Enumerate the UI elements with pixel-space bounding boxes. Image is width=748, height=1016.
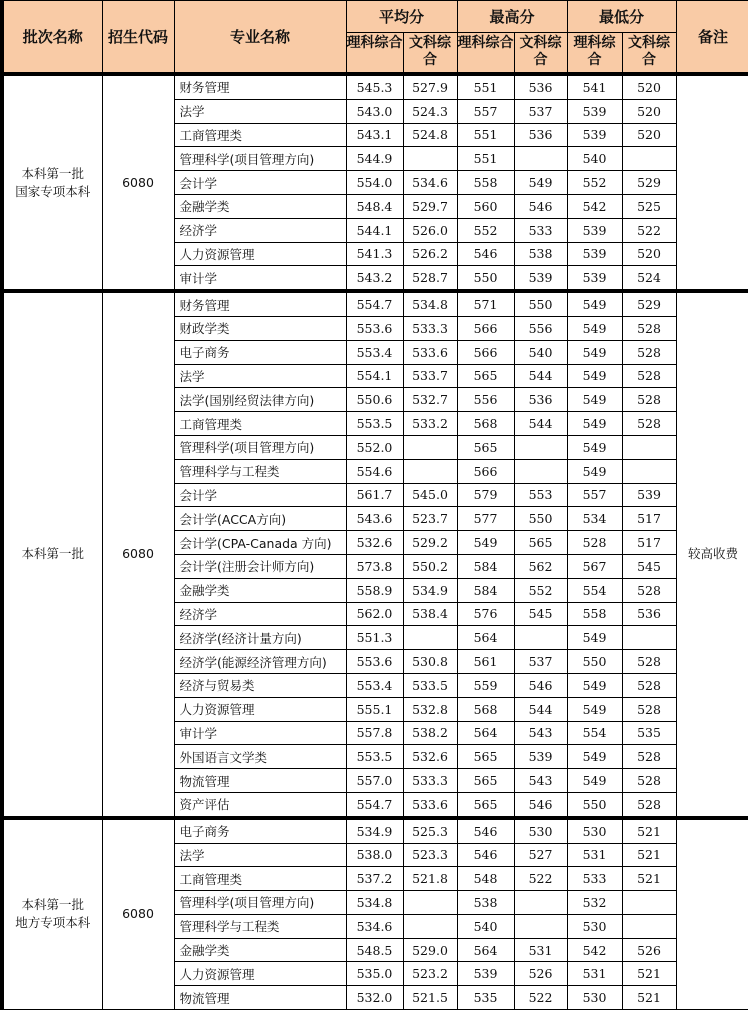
cell-avg-sci: 553.6 xyxy=(346,650,403,674)
cell-max-sci: 565 xyxy=(457,745,514,769)
cell-min-sci: 554 xyxy=(567,578,622,602)
cell-max-arts xyxy=(514,459,567,483)
cell-avg-arts xyxy=(403,147,457,171)
cell-min-sci: 530 xyxy=(567,986,622,1010)
group-code: 6080 xyxy=(102,818,174,1010)
cell-min-sci: 534 xyxy=(567,507,622,531)
cell-max-sci: 565 xyxy=(457,364,514,388)
cell-avg-sci: 543.0 xyxy=(346,99,403,123)
table-row xyxy=(2,818,748,843)
cell-min-arts: 522 xyxy=(622,218,676,242)
cell-min-sci: 557 xyxy=(567,483,622,507)
cell-max-sci: 548 xyxy=(457,867,514,891)
cell-avg-arts: 523.7 xyxy=(403,507,457,531)
group-code: 6080 xyxy=(102,74,174,291)
group-batch: 本科第一批 国家专项本科 xyxy=(2,74,102,291)
cell-max-sci: 571 xyxy=(457,291,514,316)
cell-min-sci: 539 xyxy=(567,242,622,266)
cell-min-arts: 545 xyxy=(622,554,676,578)
cell-max-arts: 539 xyxy=(514,266,567,291)
cell-avg-sci: 545.3 xyxy=(346,74,403,99)
cell-min-sci: 549 xyxy=(567,340,622,364)
cell-max-arts xyxy=(514,626,567,650)
cell-avg-sci: 562.0 xyxy=(346,602,403,626)
cell-min-arts: 528 xyxy=(622,792,676,817)
cell-min-arts: 520 xyxy=(622,242,676,266)
cell-min-sci: 532 xyxy=(567,891,622,915)
cell-avg-arts: 530.8 xyxy=(403,650,457,674)
cell-avg-sci: 555.1 xyxy=(346,697,403,721)
cell-min-arts: 517 xyxy=(622,507,676,531)
cell-min-arts: 521 xyxy=(622,986,676,1010)
cell-avg-arts: 526.0 xyxy=(403,218,457,242)
cell-min-arts: 529 xyxy=(622,171,676,195)
cell-avg-arts: 533.6 xyxy=(403,792,457,817)
cell-min-sci: 552 xyxy=(567,171,622,195)
cell-min-sci: 549 xyxy=(567,412,622,436)
cell-avg-sci: 534.9 xyxy=(346,818,403,843)
cell-max-sci: 577 xyxy=(457,507,514,531)
cell-max-arts: 544 xyxy=(514,412,567,436)
cell-max-arts: 527 xyxy=(514,843,567,867)
cell-max-sci: 584 xyxy=(457,554,514,578)
cell-max-sci: 535 xyxy=(457,986,514,1010)
header-note: 备注 xyxy=(676,1,748,75)
cell-avg-arts: 529.2 xyxy=(403,531,457,555)
cell-max-arts: 550 xyxy=(514,291,567,316)
cell-avg-sci: 535.0 xyxy=(346,962,403,986)
cell-avg-sci: 543.1 xyxy=(346,123,403,147)
cell-major: 会计学 xyxy=(174,483,346,507)
cell-major: 人力资源管理 xyxy=(174,242,346,266)
header-batch: 批次名称 xyxy=(2,1,102,75)
cell-max-sci: 551 xyxy=(457,147,514,171)
cell-avg-arts: 534.6 xyxy=(403,171,457,195)
cell-min-arts: 517 xyxy=(622,531,676,555)
cell-min-sci: 549 xyxy=(567,364,622,388)
cell-max-sci: 564 xyxy=(457,721,514,745)
cell-min-arts: 528 xyxy=(622,364,676,388)
cell-max-arts: 533 xyxy=(514,218,567,242)
header-min: 最低分 xyxy=(567,1,676,33)
cell-avg-arts: 527.9 xyxy=(403,74,457,99)
cell-avg-arts xyxy=(403,891,457,915)
cell-min-arts: 521 xyxy=(622,867,676,891)
cell-max-arts: 536 xyxy=(514,123,567,147)
cell-max-arts: 553 xyxy=(514,483,567,507)
cell-max-arts xyxy=(514,147,567,171)
table-row xyxy=(2,74,748,99)
cell-avg-sci: 554.7 xyxy=(346,291,403,316)
cell-min-sci: 549 xyxy=(567,769,622,793)
cell-avg-sci: 557.0 xyxy=(346,769,403,793)
cell-major: 金融学类 xyxy=(174,194,346,218)
cell-min-sci: 542 xyxy=(567,194,622,218)
cell-max-sci: 546 xyxy=(457,242,514,266)
group-batch: 本科第一批 地方专项本科 xyxy=(2,818,102,1010)
cell-min-arts: 521 xyxy=(622,818,676,843)
cell-avg-sci: 554.1 xyxy=(346,364,403,388)
cell-min-arts: 526 xyxy=(622,938,676,962)
cell-max-sci: 568 xyxy=(457,697,514,721)
cell-avg-sci: 548.4 xyxy=(346,194,403,218)
cell-major: 财政学类 xyxy=(174,316,346,340)
cell-min-sci: 549 xyxy=(567,626,622,650)
cell-major: 会计学(CPA-Canada 方向) xyxy=(174,531,346,555)
cell-avg-arts: 521.8 xyxy=(403,867,457,891)
cell-min-arts: 524 xyxy=(622,266,676,291)
cell-max-arts: 536 xyxy=(514,74,567,99)
cell-max-sci: 584 xyxy=(457,578,514,602)
cell-min-arts: 529 xyxy=(622,291,676,316)
cell-min-arts: 528 xyxy=(622,316,676,340)
cell-min-sci: 531 xyxy=(567,962,622,986)
cell-avg-sci: 557.8 xyxy=(346,721,403,745)
cell-avg-sci: 553.5 xyxy=(346,412,403,436)
cell-avg-arts: 550.2 xyxy=(403,554,457,578)
cell-max-sci: 566 xyxy=(457,316,514,340)
cell-max-arts: 522 xyxy=(514,867,567,891)
cell-min-arts: 528 xyxy=(622,673,676,697)
cell-max-arts: 562 xyxy=(514,554,567,578)
cell-major: 管理科学与工程类 xyxy=(174,459,346,483)
cell-max-arts: 546 xyxy=(514,792,567,817)
cell-min-sci: 549 xyxy=(567,673,622,697)
cell-max-sci: 556 xyxy=(457,388,514,412)
cell-max-arts: 539 xyxy=(514,745,567,769)
cell-avg-arts: 524.3 xyxy=(403,99,457,123)
cell-min-arts: 528 xyxy=(622,578,676,602)
cell-major: 工商管理类 xyxy=(174,412,346,436)
cell-avg-arts xyxy=(403,459,457,483)
cell-max-arts: 549 xyxy=(514,171,567,195)
cell-avg-sci: 573.8 xyxy=(346,554,403,578)
cell-min-arts: 520 xyxy=(622,74,676,99)
cell-max-sci: 546 xyxy=(457,818,514,843)
cell-major: 管理科学与工程类 xyxy=(174,914,346,938)
cell-major: 经济学 xyxy=(174,218,346,242)
cell-min-arts: 536 xyxy=(622,602,676,626)
cell-max-arts: 538 xyxy=(514,242,567,266)
cell-min-arts: 528 xyxy=(622,412,676,436)
cell-min-arts xyxy=(622,891,676,915)
cell-min-sci: 541 xyxy=(567,74,622,99)
cell-avg-arts: 523.3 xyxy=(403,843,457,867)
cell-avg-sci: 543.2 xyxy=(346,266,403,291)
cell-max-sci: 566 xyxy=(457,340,514,364)
cell-min-arts: 521 xyxy=(622,962,676,986)
cell-avg-sci: 534.8 xyxy=(346,891,403,915)
cell-avg-arts: 532.6 xyxy=(403,745,457,769)
cell-avg-sci: 544.9 xyxy=(346,147,403,171)
group-note: 较高收费 xyxy=(676,291,748,818)
cell-major: 资产评估 xyxy=(174,792,346,817)
cell-min-arts: 528 xyxy=(622,388,676,412)
header-avg-arts: 文科综合 xyxy=(403,33,457,75)
cell-max-sci: 551 xyxy=(457,74,514,99)
cell-major: 管理科学(项目管理方向) xyxy=(174,891,346,915)
cell-max-sci: 551 xyxy=(457,123,514,147)
cell-min-sci: 531 xyxy=(567,843,622,867)
cell-min-sci: 549 xyxy=(567,435,622,459)
cell-max-arts: 543 xyxy=(514,769,567,793)
cell-max-arts: 565 xyxy=(514,531,567,555)
cell-avg-sci: 553.4 xyxy=(346,673,403,697)
cell-major: 审计学 xyxy=(174,266,346,291)
cell-major: 电子商务 xyxy=(174,818,346,843)
cell-avg-arts: 523.2 xyxy=(403,962,457,986)
cell-avg-arts: 533.6 xyxy=(403,340,457,364)
cell-avg-sci: 534.6 xyxy=(346,914,403,938)
cell-max-sci: 579 xyxy=(457,483,514,507)
cell-min-sci: 539 xyxy=(567,99,622,123)
cell-avg-arts: 529.7 xyxy=(403,194,457,218)
cell-min-arts: 521 xyxy=(622,843,676,867)
cell-avg-arts: 524.8 xyxy=(403,123,457,147)
cell-max-sci: 565 xyxy=(457,769,514,793)
cell-max-arts: 550 xyxy=(514,507,567,531)
cell-max-sci: 552 xyxy=(457,218,514,242)
cell-min-sci: 549 xyxy=(567,745,622,769)
cell-min-arts: 525 xyxy=(622,194,676,218)
group-batch: 本科第一批 xyxy=(2,291,102,818)
cell-min-arts xyxy=(622,914,676,938)
cell-avg-sci: 532.6 xyxy=(346,531,403,555)
cell-min-sci: 530 xyxy=(567,818,622,843)
header-min-arts: 文科综合 xyxy=(622,33,676,75)
cell-max-sci: 546 xyxy=(457,843,514,867)
cell-max-sci: 539 xyxy=(457,962,514,986)
cell-max-sci: 561 xyxy=(457,650,514,674)
cell-min-arts: 520 xyxy=(622,99,676,123)
cell-avg-arts: 538.4 xyxy=(403,602,457,626)
cell-max-sci: 564 xyxy=(457,626,514,650)
cell-major: 会计学(ACCA方向) xyxy=(174,507,346,531)
cell-avg-arts: 534.9 xyxy=(403,578,457,602)
cell-avg-sci: 544.1 xyxy=(346,218,403,242)
cell-max-arts xyxy=(514,891,567,915)
cell-avg-sci: 553.5 xyxy=(346,745,403,769)
cell-major: 财务管理 xyxy=(174,74,346,99)
cell-min-sci: 550 xyxy=(567,792,622,817)
cell-max-sci: 558 xyxy=(457,171,514,195)
cell-min-arts: 535 xyxy=(622,721,676,745)
cell-avg-arts: 534.8 xyxy=(403,291,457,316)
cell-avg-arts: 528.7 xyxy=(403,266,457,291)
cell-min-arts: 528 xyxy=(622,650,676,674)
cell-min-arts: 520 xyxy=(622,123,676,147)
cell-max-sci: 566 xyxy=(457,459,514,483)
cell-min-sci: 567 xyxy=(567,554,622,578)
cell-max-sci: 568 xyxy=(457,412,514,436)
cell-max-arts: 546 xyxy=(514,194,567,218)
cell-avg-sci: 552.0 xyxy=(346,435,403,459)
cell-major: 外国语言文学类 xyxy=(174,745,346,769)
cell-avg-arts: 529.0 xyxy=(403,938,457,962)
cell-min-sci: 539 xyxy=(567,218,622,242)
cell-min-sci: 539 xyxy=(567,266,622,291)
cell-max-sci: 560 xyxy=(457,194,514,218)
header-max-sci: 理科综合 xyxy=(457,33,514,75)
cell-avg-sci: 548.5 xyxy=(346,938,403,962)
cell-max-sci: 564 xyxy=(457,938,514,962)
cell-min-arts xyxy=(622,626,676,650)
cell-major: 经济与贸易类 xyxy=(174,673,346,697)
cell-major: 管理科学(项目管理方向) xyxy=(174,147,346,171)
header-avg: 平均分 xyxy=(346,1,457,33)
cell-avg-sci: 553.6 xyxy=(346,316,403,340)
cell-max-arts: 536 xyxy=(514,388,567,412)
cell-max-sci: 565 xyxy=(457,435,514,459)
cell-min-sci: 540 xyxy=(567,147,622,171)
cell-max-arts: 530 xyxy=(514,818,567,843)
cell-min-arts: 528 xyxy=(622,340,676,364)
header-max-arts: 文科综合 xyxy=(514,33,567,75)
cell-avg-arts: 532.7 xyxy=(403,388,457,412)
cell-min-sci: 539 xyxy=(567,123,622,147)
cell-major: 电子商务 xyxy=(174,340,346,364)
cell-avg-sci: 532.0 xyxy=(346,986,403,1010)
cell-major: 会计学(注册会计师方向) xyxy=(174,554,346,578)
cell-avg-sci: 554.0 xyxy=(346,171,403,195)
cell-avg-sci: 561.7 xyxy=(346,483,403,507)
cell-min-arts xyxy=(622,147,676,171)
group-code: 6080 xyxy=(102,291,174,818)
cell-max-arts: 544 xyxy=(514,364,567,388)
cell-min-sci: 550 xyxy=(567,650,622,674)
cell-avg-arts: 533.3 xyxy=(403,316,457,340)
cell-max-arts: 526 xyxy=(514,962,567,986)
cell-min-arts: 539 xyxy=(622,483,676,507)
cell-major: 管理科学(项目管理方向) xyxy=(174,435,346,459)
cell-major: 金融学类 xyxy=(174,938,346,962)
cell-min-sci: 549 xyxy=(567,316,622,340)
cell-max-arts xyxy=(514,914,567,938)
cell-max-arts: 556 xyxy=(514,316,567,340)
cell-major: 法学 xyxy=(174,843,346,867)
cell-min-sci: 549 xyxy=(567,388,622,412)
cell-max-sci: 557 xyxy=(457,99,514,123)
cell-major: 工商管理类 xyxy=(174,123,346,147)
cell-avg-sci: 554.7 xyxy=(346,792,403,817)
cell-major: 物流管理 xyxy=(174,769,346,793)
cell-min-arts: 528 xyxy=(622,697,676,721)
table-body xyxy=(2,74,748,1010)
header-max: 最高分 xyxy=(457,1,567,33)
cell-max-sci: 540 xyxy=(457,914,514,938)
cell-min-sci: 549 xyxy=(567,697,622,721)
cell-avg-arts: 526.2 xyxy=(403,242,457,266)
cell-max-sci: 576 xyxy=(457,602,514,626)
cell-avg-arts: 533.2 xyxy=(403,412,457,436)
cell-min-sci: 549 xyxy=(567,291,622,316)
header-code: 招生代码 xyxy=(102,1,174,75)
cell-avg-sci: 537.2 xyxy=(346,867,403,891)
cell-avg-sci: 551.3 xyxy=(346,626,403,650)
cell-max-arts: 531 xyxy=(514,938,567,962)
cell-min-sci: 558 xyxy=(567,602,622,626)
cell-avg-arts xyxy=(403,914,457,938)
cell-major: 人力资源管理 xyxy=(174,697,346,721)
cell-major: 审计学 xyxy=(174,721,346,745)
cell-avg-arts: 533.7 xyxy=(403,364,457,388)
cell-avg-arts: 533.3 xyxy=(403,769,457,793)
table-row xyxy=(2,291,748,316)
cell-min-arts xyxy=(622,435,676,459)
cell-major: 财务管理 xyxy=(174,291,346,316)
cell-max-arts: 537 xyxy=(514,99,567,123)
cell-major: 法学 xyxy=(174,99,346,123)
cell-max-arts: 546 xyxy=(514,673,567,697)
cell-max-arts: 522 xyxy=(514,986,567,1010)
cell-min-sci: 542 xyxy=(567,938,622,962)
cell-avg-sci: 553.4 xyxy=(346,340,403,364)
cell-min-arts: 528 xyxy=(622,769,676,793)
cell-max-arts: 544 xyxy=(514,697,567,721)
cell-max-arts xyxy=(514,435,567,459)
cell-max-arts: 543 xyxy=(514,721,567,745)
cell-max-sci: 538 xyxy=(457,891,514,915)
cell-min-arts xyxy=(622,459,676,483)
cell-min-sci: 549 xyxy=(567,459,622,483)
cell-major: 工商管理类 xyxy=(174,867,346,891)
cell-major: 法学 xyxy=(174,364,346,388)
cell-avg-sci: 550.6 xyxy=(346,388,403,412)
cell-avg-sci: 554.6 xyxy=(346,459,403,483)
cell-avg-sci: 541.3 xyxy=(346,242,403,266)
cell-avg-arts: 532.8 xyxy=(403,697,457,721)
cell-max-arts: 545 xyxy=(514,602,567,626)
cell-min-sci: 530 xyxy=(567,914,622,938)
cell-avg-sci: 558.9 xyxy=(346,578,403,602)
cell-avg-arts: 533.5 xyxy=(403,673,457,697)
cell-major: 金融学类 xyxy=(174,578,346,602)
cell-major: 会计学 xyxy=(174,171,346,195)
cell-max-arts: 552 xyxy=(514,578,567,602)
cell-major: 法学(国别经贸法律方向) xyxy=(174,388,346,412)
cell-avg-arts: 525.3 xyxy=(403,818,457,843)
header-avg-sci: 理科综合 xyxy=(346,33,403,75)
cell-max-sci: 565 xyxy=(457,792,514,817)
cell-max-arts: 537 xyxy=(514,650,567,674)
cell-avg-arts: 521.5 xyxy=(403,986,457,1010)
cell-avg-sci: 538.0 xyxy=(346,843,403,867)
cell-major: 物流管理 xyxy=(174,986,346,1010)
cell-min-sci: 533 xyxy=(567,867,622,891)
cell-major: 经济学(能源经济管理方向) xyxy=(174,650,346,674)
cell-min-arts: 528 xyxy=(622,745,676,769)
group-note xyxy=(676,818,748,1010)
cell-major: 经济学(经济计量方向) xyxy=(174,626,346,650)
cell-avg-arts xyxy=(403,435,457,459)
cell-max-sci: 549 xyxy=(457,531,514,555)
cell-major: 人力资源管理 xyxy=(174,962,346,986)
cell-major: 经济学 xyxy=(174,602,346,626)
cell-avg-arts xyxy=(403,626,457,650)
cell-max-sci: 559 xyxy=(457,673,514,697)
cell-max-sci: 550 xyxy=(457,266,514,291)
header-min-sci: 理科综合 xyxy=(567,33,622,75)
cell-avg-arts: 538.2 xyxy=(403,721,457,745)
cell-min-sci: 528 xyxy=(567,531,622,555)
cell-min-sci: 554 xyxy=(567,721,622,745)
group-note xyxy=(676,74,748,291)
header-major: 专业名称 xyxy=(174,1,346,75)
cell-avg-sci: 543.6 xyxy=(346,507,403,531)
cell-max-arts: 540 xyxy=(514,340,567,364)
cell-avg-arts: 545.0 xyxy=(403,483,457,507)
